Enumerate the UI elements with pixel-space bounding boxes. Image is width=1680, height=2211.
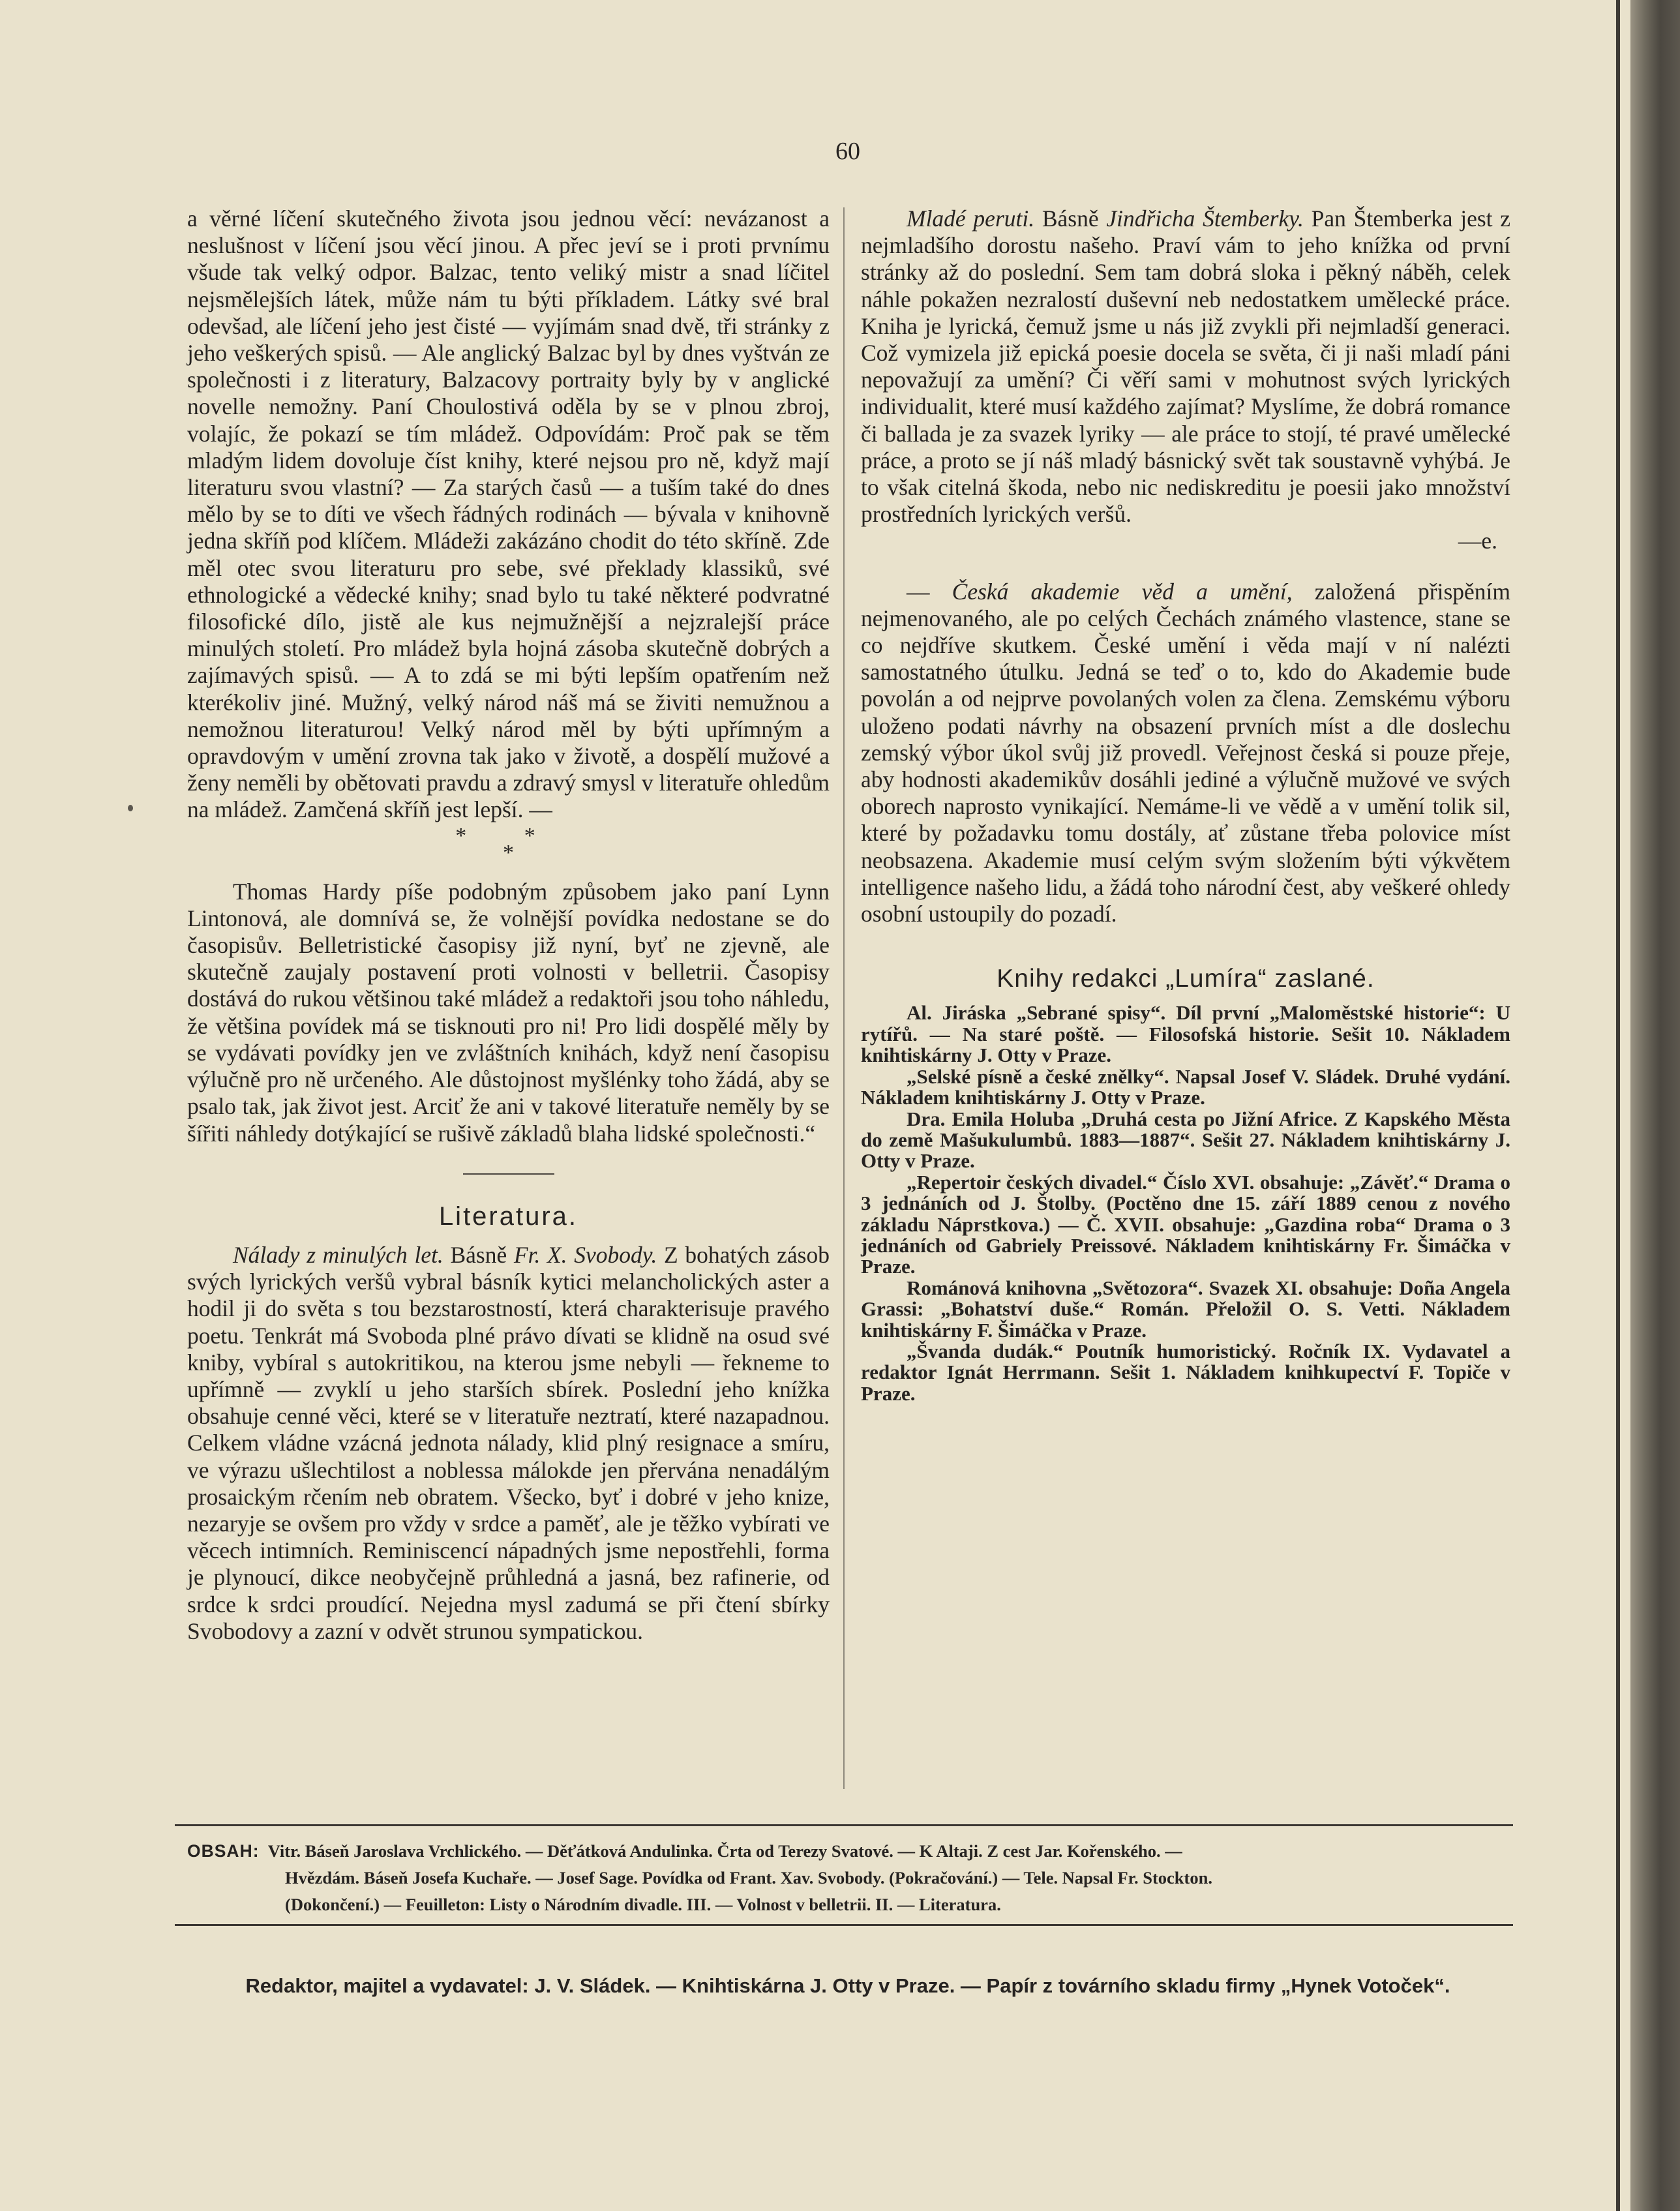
review-stemberka: [861, 205, 1510, 528]
section-stars: [187, 823, 830, 865]
contents-line-1: [187, 1838, 1511, 1865]
column-divider: [843, 207, 845, 1789]
review-stemberka-title: Mladé peruti.: [907, 205, 1035, 232]
academy-text: založená přispěním nejmenovaného, ale po celých Čechách známého vlastence, stane se co nejdříve skutkem. České umění i věda mají v ní nalézti samostatného útulku. Jedná se teď o to, kdo do Akademie bude povolán a od nejprve povolaných volen za člena. Zemskému výboru uloženo podati návrhy na obsazení prvních míst a dle doslechu zemský výbor úkol svůj již provedl. Veřejnost česká si pouze přeje, aby hodnosti akademikův dosáhli jediné a výlučně mužové ve svých oborech naprosto vynikající. Nemáme-li ve vědě a v umění tolik sil, které by požadavku tomu dostály, ať zůstane třeba polovice míst neobsazena. Akademie musí celým svým složením býti výkvětem intelligence našeho lidu, a žádá toho národní čest, aby veškeré ohledy osobní ustoupily do pozadí.: [861, 578, 1511, 927]
binding-shadow: [1616, 0, 1620, 2211]
book-entry: Al. Jiráska „Sebrané spisy“. Díl první „Maloměstské historie“: U rytířů. — Na staré poště. — Filosofská historie. Sešit 10. Nákladem knihtiskárny J. Otty v Praze.: [861, 1001, 1510, 1067]
books-heading: Knihy redakci „Lumíra“ zaslané.: [997, 965, 1375, 993]
review-signature: —e.: [1458, 528, 1497, 554]
page-number: 60: [835, 138, 860, 165]
review-svoboda: [187, 1242, 830, 1645]
academy-title: Česká akademie věd a umění,: [952, 578, 1293, 605]
academy-paragraph: [861, 579, 1510, 928]
book-entry: „Repertoir českých divadel.“ Číslo XVI. obsahuje: „Závěť.“ Drama o 3 jednáních od J. Štolby. (Poctěno dne 15. září 1889 cenou z nového základu Náprstkova.) — Č. XVII. obsahuje: „Gazdina roba“ Drama o 3 jednáních od Gabriely Preissové. Nákladem knihtiskárny Fr. Šimáčka v Praze.: [861, 1170, 1510, 1278]
contents-label: OBSAH:: [187, 1841, 260, 1861]
book-entry: Románová knihovna „Světozora“. Svazek XI. obsahuje: Doña Angela Grassi: „Bohatství duše.“ Román. Přeložil O. S. Vetti. Nákladem knihtiskárny F. Šimáčka v Praze.: [861, 1276, 1510, 1342]
books-list: [861, 1002, 1510, 1404]
book-spine: [1630, 0, 1680, 2211]
hardy-paragraph: Thomas Hardy píše podobným způsobem jako paní Lynn Lintonová, ale domnívá se, že volnější povídka nedostane se do časopisův. Belletristické časopisy již nyní, byť ne zjevně, ale skutečně zaujaly postavení proti volnosti v belletrii. Časopisy dostává do rukou většinou také mládež a redaktoři jsou toho náhledu, že většina povídek má se tisknouti pro ni! Pro lidi dospělé měly by se vydávati povídky jen ve zvláštních knihách, když není časopisu výlučně pro ně určeného. Ale důstojnost myšlénky toho žádá, aby se psalo tak, jak život jest. Arciť že ani v takové literatuře neměly by se šířiti náhledy dotýkající se rušivě základů blaha lidské společnosti.“: [187, 878, 830, 1147]
article-continuation: a věrné líčení skutečného života jsou jednou věcí: nevázanost a neslušnost v líčení jsou věcí jinou. A přec jeví se i proti prvnímu všude tak velký odpor. Balzac, tento veliký mistr a snad líčitel nejsmělejších látek, může nám tu býti příkladem. Látky své bral odevšad, ale líčení jeho jest čisté — vyjímám snad dvě, tři stránky z jeho veškerých spisů. — Ale anglický Balzac byl by dnes vyštván ze společnosti i z literatury, Balzacovy portraity byly by v anglické novelle nemožny. Paní Choulostivá oděla by se v plnou zbroj, volajíc, že pokazí se tím mládež. Odpovídám: Proč pak se těm mladým lidem dovoluje číst knihy, které nejsou pro ně, když mají literaturu svou vlastní? — Za starých časů — a tuším také do dnes mělo by se to díti ve všech řádných rodinách — bývala v knihovně jedna skříň pod klíčem. Mládeži zakázáno chodit do této skříně. Zde měl otec svou literaturu pro sebe, své překlady klassiků, své ethnologické a vědecké knihy; snad bylo tu také některé podvratné filosofické dílo, jistě ale kus nejmužnější a nejzralejší práce minulých století. Pro mládež byla hojná zásoba skutečně dobrých a zajímavých spisů. — A to zdá se mi býti lepším opatřením než kterékoliv jiné. Mužný, velký národ náš má se živiti nemužnou a nemožnou literaturou! Velký národ měl by býti upřímným a opravdovým v umění zrovna tak jako v životě, a dospělí mužové a ženy neměli by obětovati pravdu a zdravý smysl v literatuře ohledům na mládež. Zamčená skříň jest lepší. —: [187, 205, 830, 823]
short-divider: [463, 1173, 554, 1175]
ink-mark: [128, 805, 133, 811]
review-svoboda-text: Z bohatých zásob svých lyrických veršů vybral básník kytici melancholických aster a hodil ji do světa s tou bezstarostností, která charakterisuje pravého poetu. Tenkrát má Svoboda plné právo dívati se klidně na osud své kniby, vybíral s autokritikou, na kterou jsme nebyli — řekneme to upřímně — zvyklí u jeho starších sbírek. Poslední jeho knížka obsahuje cenné věci, které se v literatuře neztratí, které nazapadnou. Celkem vládne vzácná jednota nálady, klid plný resignace a smíru, ve výrazu ušlechtilost a noblessa málokde jen přervána nenadálým prosaickým rčením neb obratem. Všecko, byť i dobré v jeho knize, nezaryje se ovšem pro vždy v srdce a paměť, ale je těžko vybírati ve věcech intimních. Reminiscencí nápadných jsme nepostřehli, forma je plynoucí, dikce neobyčejně průhledná a jasná, bez rafinerie, od srdce k srdci proudící. Nejedna mysl zadumá se při čtení sbírky Svobodovy a zazní v odvět strunou sympatickou.: [187, 1241, 830, 1644]
contents-line-2: Hvězdám. Báseň Josefa Kuchaře. — Josef Sage. Povídka od Frant. Xav. Svobody. (Pokračování.) — Tele. Napsal Fr. Stockton.: [285, 1868, 1212, 1888]
stars-bottom: *: [503, 840, 514, 865]
review-svoboda-title: Nálady z minulých let.: [233, 1241, 443, 1268]
colophon: Redaktor, majitel a vydavatel: J. V. Sládek. — Knihtiskárna J. Otty v Praze. — Papír z továrního skladu firmy „Hynek Votoček“.: [245, 1974, 1450, 1997]
academy-dash: —: [907, 578, 952, 605]
review-stemberka-mid: Básně: [1034, 205, 1107, 232]
review-stemberka-author: Jindřicha Štemberky.: [1106, 205, 1304, 232]
book-entry: „Selské písně a české znělky“. Napsal Josef V. Sládek. Druhé vydání. Nákladem knihtiskárny J. Otty v Praze.: [861, 1064, 1510, 1109]
contents-text-1: Vitr. Báseň Jaroslava Vrchlického. — Děťátková Andulinka. Črta od Terezy Svatové. — K Altaji. Z cest Jar. Kořenského. —: [267, 1841, 1182, 1861]
contents-top-rule: [175, 1824, 1513, 1826]
review-stemberka-text: Pan Štemberka jest z nejmladšího dorostu našeho. Praví vám to jeho knížka od první stránky až do poslední. Sem tam dobrá sloka i pěkný náběh, celek náhle pokažen nezralostí duševní neb nedostatkem umělecké práce. Kniha je lyrická, čemuž jsme u nás již zvykli při nejmladší generaci. Což vymizela již epická poesie docela se světa, či ji naši mladí páni nepovažují za umění? Či věří sami v mohutnost svých lyrických individualit, které musí každého zajímat? Myslíme, že dobrá romance či ballada je za svazek lyriky — ale práce to stojí, té pravé umělecké práce, a proto se jí náš mladý básnický svět tak soustavně vyhýbá. Je to však citelná škoda, nebo nic nediskreditu je poesii jako množství prostředních lyrických veršů.: [861, 205, 1510, 528]
contents-block: [187, 1838, 1511, 1918]
right-column: [861, 205, 1510, 1404]
review-svoboda-author: Fr. X. Svobody.: [513, 1241, 657, 1268]
spacer: [861, 555, 1510, 579]
book-entry: Dra. Emila Holuba „Druhá cesta po Jižní Africe. Z Kapského Města do země Mašukulumbů. 1883—1887“. Sešit 27. Nákladem knihtiskárny J. Otty v Praze.: [861, 1107, 1510, 1173]
contents-bottom-rule: [175, 1924, 1513, 1926]
review-svoboda-mid: Básně: [443, 1241, 514, 1268]
left-column: [187, 205, 830, 1645]
section-title-literatura: Literatura.: [438, 1201, 578, 1231]
stars-top: * *: [455, 823, 562, 848]
contents-line-3: (Dokončení.) — Feuilleton: Listy o Národním divadle. III. — Volnost v belletrii. II. — Literatura.: [285, 1895, 1001, 1914]
book-entry: „Švanda dudák.“ Poutník humoristický. Ročník IX. Vydavatel a redaktor Ignát Herrmann. Sešit 1. Nákladem knihkupectví F. Topiče v Praze.: [861, 1339, 1510, 1405]
